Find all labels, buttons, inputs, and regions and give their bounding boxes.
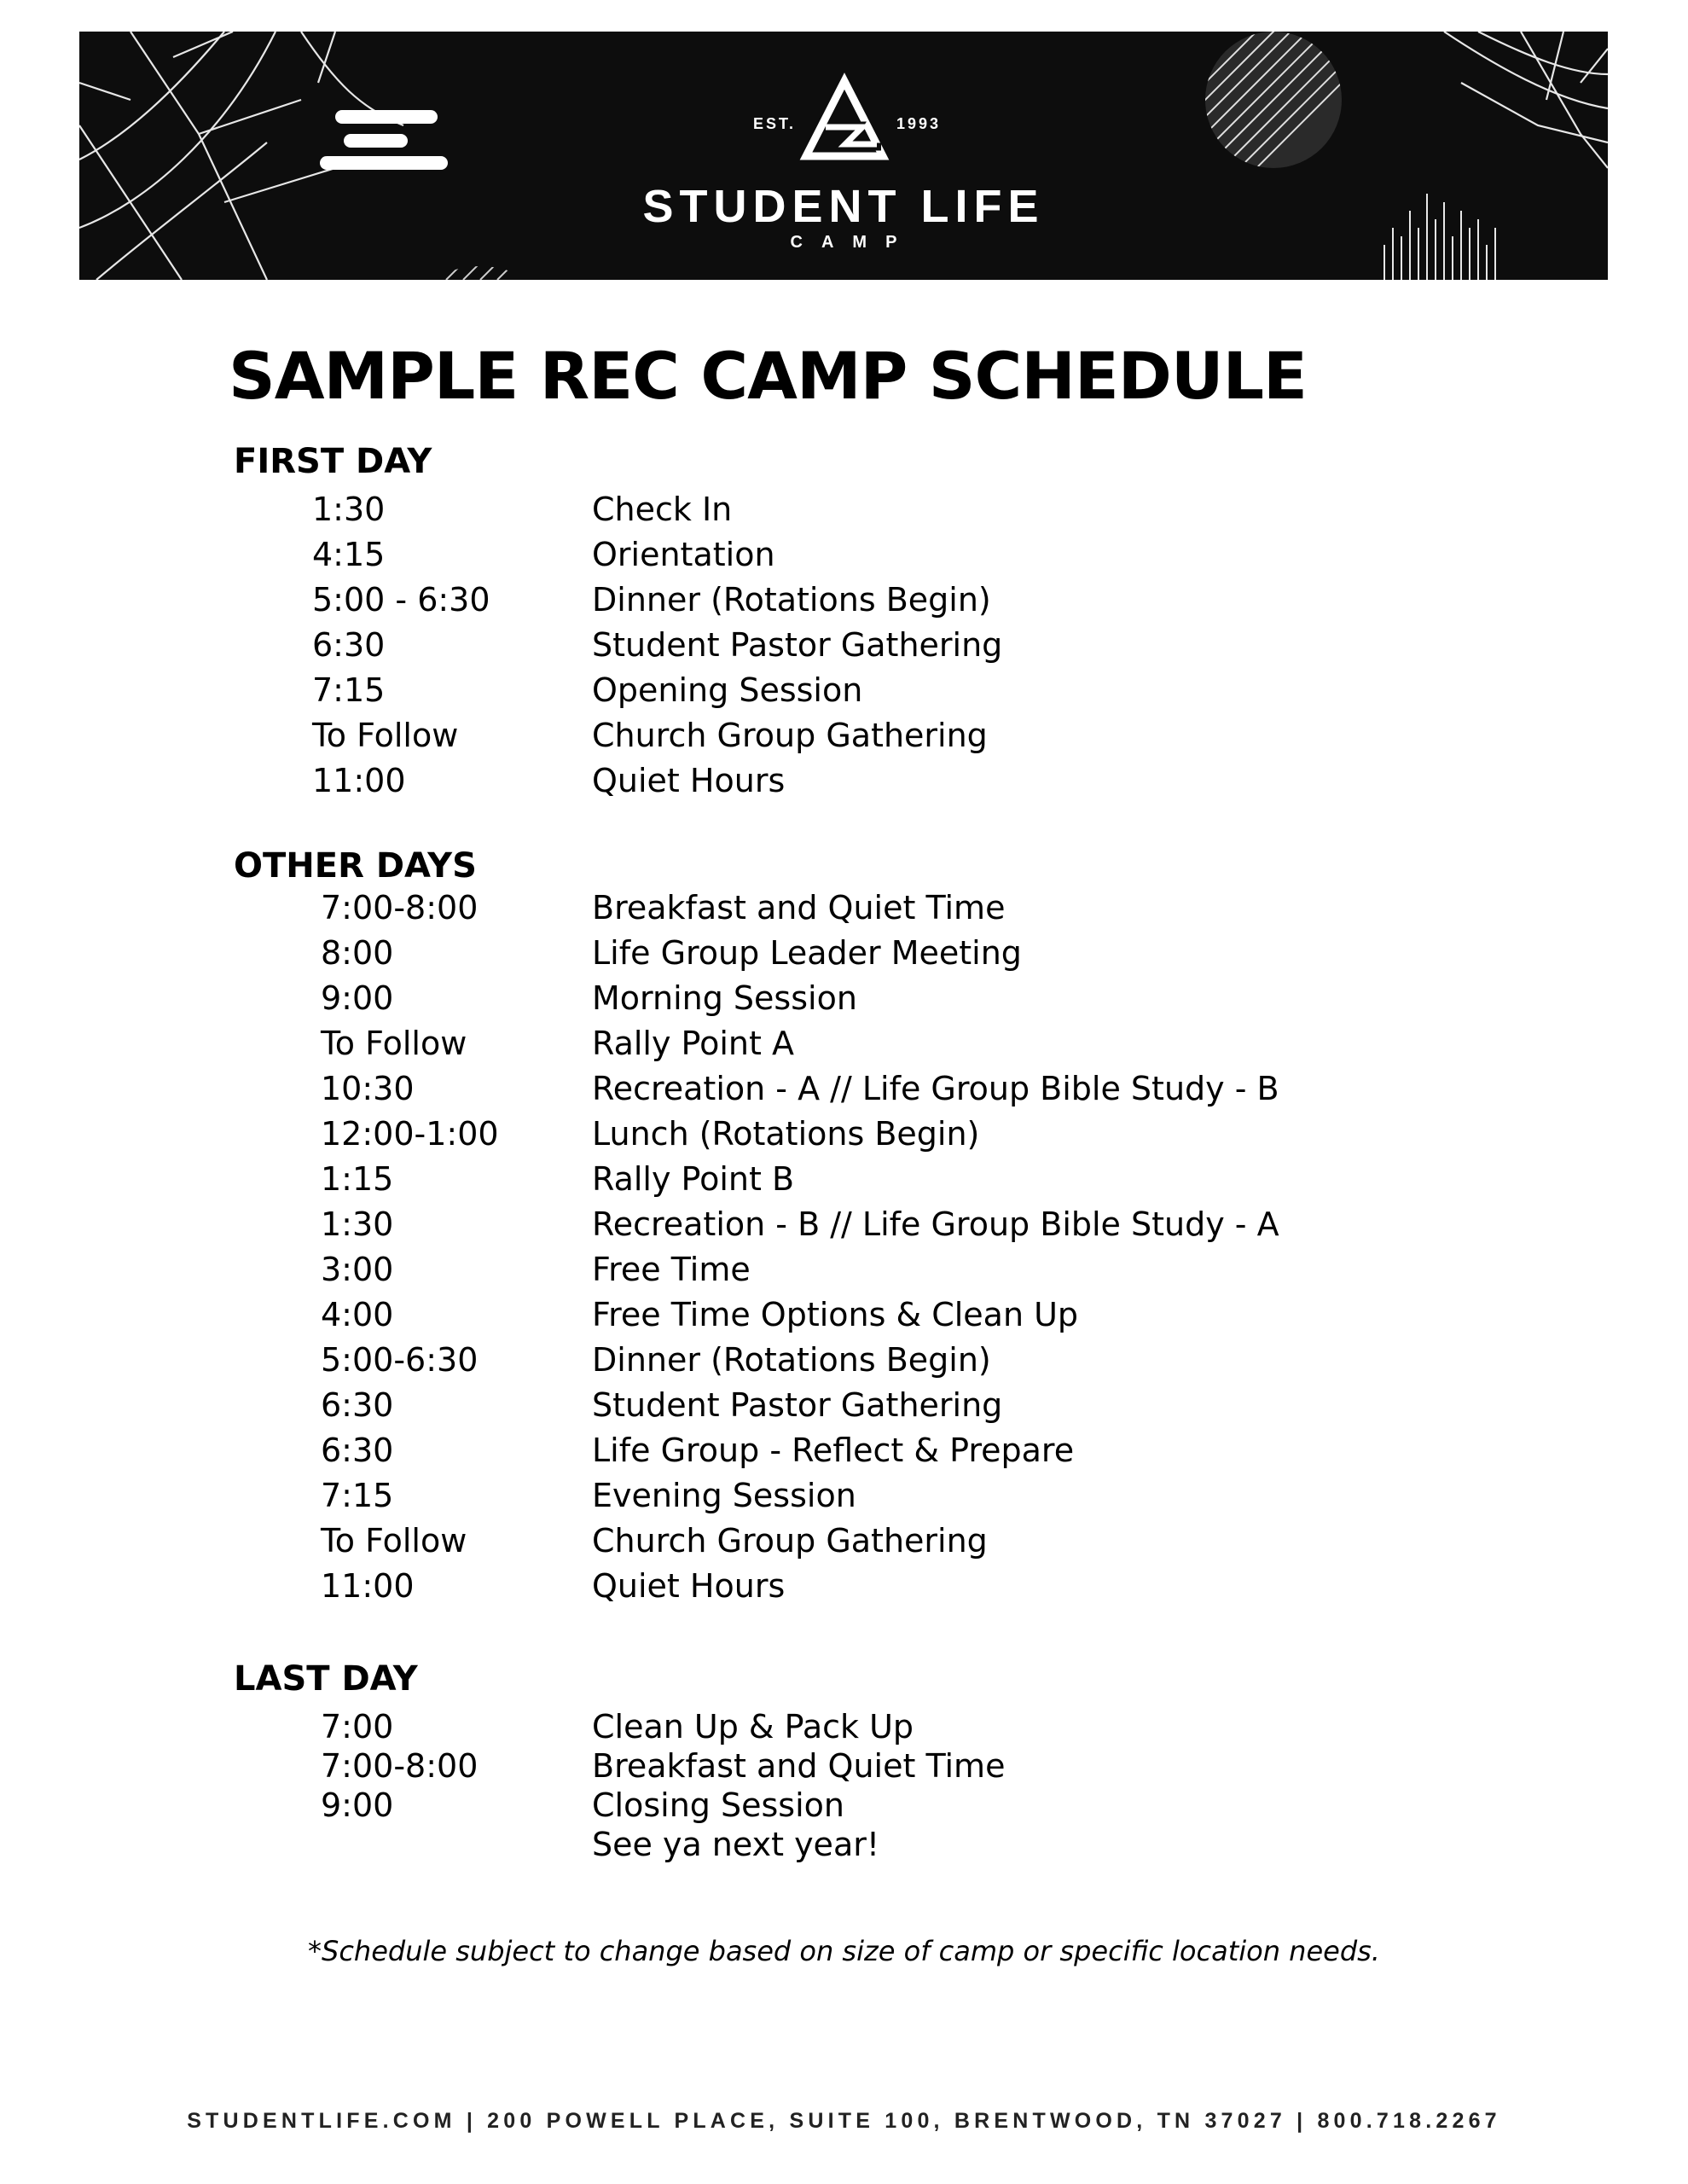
row-event: See ya next year!: [592, 1826, 880, 1863]
schedule-row: [0, 581, 1688, 626]
row-event: Rally Point B: [592, 1160, 795, 1198]
est-label: EST.: [753, 115, 797, 132]
schedule-row: [0, 1826, 1688, 1871]
brand-logo: [79, 32, 1608, 280]
row-time: 4:15: [312, 536, 386, 573]
row-time: 7:00-8:00: [321, 1747, 479, 1785]
header-banner: [79, 32, 1608, 280]
row-event: Breakfast and Quiet Time: [592, 889, 1006, 926]
row-event: Recreation - B // Life Group Bible Study - A: [592, 1205, 1279, 1243]
row-event: Morning Session: [592, 979, 857, 1017]
row-event: Closing Session: [592, 1786, 844, 1824]
row-time: 12:00-1:00: [321, 1115, 499, 1153]
schedule-row: [0, 1477, 1688, 1522]
row-time: 7:15: [312, 671, 386, 709]
row-event: Clean Up & Pack Up: [592, 1708, 914, 1745]
row-time: 7:00: [321, 1708, 394, 1745]
schedule-row: [0, 889, 1688, 934]
row-event: Life Group - Reflect & Prepare: [592, 1432, 1075, 1469]
row-event: Lunch (Rotations Begin): [592, 1115, 980, 1153]
section-heading: LAST DAY: [234, 1659, 418, 1699]
section-heading: FIRST DAY: [234, 442, 432, 481]
schedule-row: [0, 491, 1688, 536]
row-event: Student Pastor Gathering: [592, 1386, 1003, 1424]
schedule-row: [0, 1432, 1688, 1477]
row-event: Church Group Gathering: [592, 717, 988, 754]
page-title: SAMPLE REC CAMP SCHEDULE: [229, 338, 1307, 414]
section-heading: OTHER DAYS: [234, 846, 477, 886]
row-event: Quiet Hours: [592, 762, 786, 799]
row-time: 9:00: [321, 1786, 394, 1824]
row-time: 11:00: [321, 1567, 415, 1605]
row-time: 6:30: [321, 1386, 394, 1424]
row-event: Opening Session: [592, 671, 863, 709]
schedule-row: [0, 1341, 1688, 1386]
row-time: 5:00 - 6:30: [312, 581, 490, 619]
row-time: 8:00: [321, 934, 394, 972]
schedule-row: [0, 1160, 1688, 1205]
schedule-row: [0, 1251, 1688, 1296]
footer-contact: STUDENTLIFE.COM | 200 POWELL PLACE, SUITE 100, BRENTWOOD, TN 37027 | 800.718.2267: [187, 2109, 1501, 2133]
schedule-row: [0, 626, 1688, 671]
schedule-row: [0, 1070, 1688, 1115]
row-event: Breakfast and Quiet Time: [592, 1747, 1006, 1785]
row-event: Recreation - A // Life Group Bible Study - B: [592, 1070, 1279, 1107]
row-time: To Follow: [321, 1025, 467, 1062]
row-event: Dinner (Rotations Begin): [592, 581, 991, 619]
row-event: Dinner (Rotations Begin): [592, 1341, 991, 1379]
row-event: Free Time Options & Clean Up: [592, 1296, 1079, 1333]
row-event: Evening Session: [592, 1477, 856, 1514]
schedule-row: [0, 1522, 1688, 1567]
row-time: 5:00-6:30: [321, 1341, 479, 1379]
row-time: 10:30: [321, 1070, 415, 1107]
brand-name: STUDENT LIFE: [642, 181, 1045, 232]
schedule-row: [0, 1296, 1688, 1341]
est-year: 1993: [896, 115, 942, 132]
schedule-row: [0, 1567, 1688, 1612]
row-time: 7:00-8:00: [321, 889, 479, 926]
row-time: 1:30: [312, 491, 386, 528]
schedule-row: [0, 1205, 1688, 1251]
row-event: Church Group Gathering: [592, 1522, 988, 1560]
row-event: Check In: [592, 491, 733, 528]
row-time: To Follow: [321, 1522, 467, 1560]
row-time: 1:15: [321, 1160, 394, 1198]
row-time: 1:30: [321, 1205, 394, 1243]
schedule-row: [0, 717, 1688, 762]
row-time: 3:00: [321, 1251, 394, 1288]
row-time: 6:30: [321, 1432, 394, 1469]
row-event: Quiet Hours: [592, 1567, 786, 1605]
schedule-row: [0, 762, 1688, 807]
row-time: To Follow: [312, 717, 459, 754]
row-event: Rally Point A: [592, 1025, 794, 1062]
row-time: 4:00: [321, 1296, 394, 1333]
schedule-row: [0, 671, 1688, 717]
schedule-row: [0, 934, 1688, 979]
schedule-row: [0, 1115, 1688, 1160]
row-event: Life Group Leader Meeting: [592, 934, 1022, 972]
schedule-disclaimer: *Schedule subject to change based on size of camp or specific location needs.: [308, 1935, 1380, 1967]
row-time: 11:00: [312, 762, 406, 799]
row-time: 6:30: [312, 626, 386, 664]
schedule-row: [0, 979, 1688, 1025]
row-event: Free Time: [592, 1251, 751, 1288]
schedule-row: [0, 1386, 1688, 1432]
row-event: Student Pastor Gathering: [592, 626, 1003, 664]
row-time: 7:15: [321, 1477, 394, 1514]
row-event: Orientation: [592, 536, 775, 573]
brand-subtitle: CAMP: [790, 233, 916, 252]
schedule-row: [0, 536, 1688, 581]
row-time: 9:00: [321, 979, 394, 1017]
schedule-row: [0, 1025, 1688, 1070]
